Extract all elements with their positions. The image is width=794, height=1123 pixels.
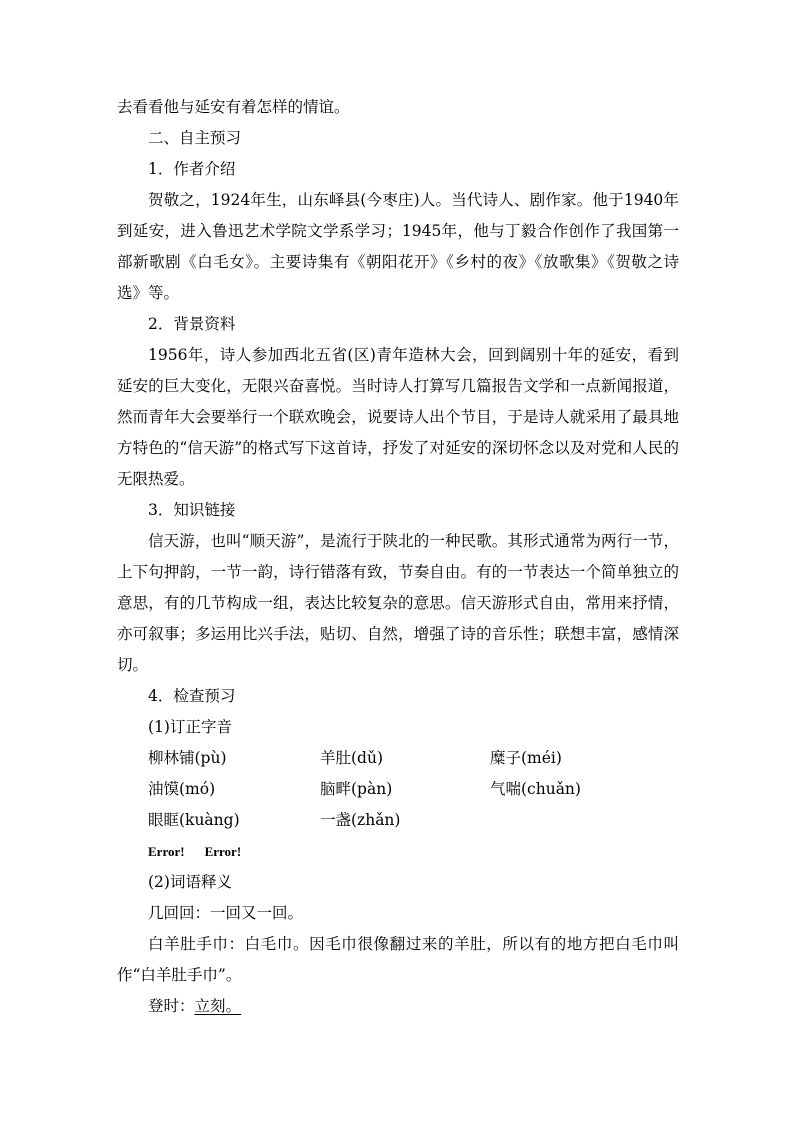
vocab-definition: 一回又一回。	[210, 904, 304, 922]
vocab-term: 几回回：	[148, 904, 211, 922]
vocab-item	[117, 991, 679, 1022]
error-marker: Error!	[204, 844, 242, 859]
pronunciation-item: 柳林铺(pù)	[148, 749, 227, 767]
pronunciation-heading: (1)订正字音	[148, 718, 232, 736]
pronunciation-item: 一盏(zhǎn)	[320, 811, 401, 829]
pronunciation-item: 眼眶(kuàng)	[148, 811, 240, 829]
check-heading: 4．检查预习	[148, 687, 236, 705]
vocab-heading: (2)词语释义	[148, 873, 232, 891]
author-heading: 1．作者介绍	[148, 160, 236, 178]
intro-tail: 去看看他与延安有着怎样的情谊。	[117, 98, 350, 116]
document-page	[117, 92, 679, 1022]
pronunciation-item: 糜子(méi)	[490, 749, 562, 767]
section-heading: 二、自主预习	[148, 129, 242, 147]
knowledge-heading: 3．知识链接	[148, 501, 236, 519]
background-heading: 2．背景资料	[148, 315, 236, 333]
vocab-term: 登时：	[148, 997, 195, 1015]
pronunciation-item: 脑畔(pàn)	[320, 780, 393, 798]
background-paragraph: 1956年，诗人参加西北五省(区)青年造林大会，回到阔别十年的延安，看到延安的巨大变化，无限兴奋喜悦。当时诗人打算写几篇报告文学和一点新闻报道，然而青年大会要举行一个联欢晚会，说要诗人出个节目，于是诗人就采用了最具地方特色的“信天游”的格式写下这首诗，抒发了对延安的深切怀念以及对党和人民的无限热爱。	[117, 346, 679, 488]
vocab-definition: 白毛巾。因毛巾很像翻过来的羊肚，所以有的地方把白毛巾叫作“白羊肚手巾”。	[117, 935, 679, 984]
pronunciation-grid	[117, 743, 679, 836]
vocab-definition: 立刻。	[194, 997, 242, 1015]
vocab-term: 白羊肚手巾：	[148, 935, 245, 953]
knowledge-paragraph: 信天游，也叫“顺天游”，是流行于陕北的一种民歌。其形式通常为两行一节，上下句押韵，一节一韵，诗行错落有致，节奏自由。有的一节表达一个简单独立的意思，有的几节构成一组，表达比较复杂的意思。信天游形式自由，常用来抒情，亦可叙事；多运用比兴手法，贴切、自然，增强了诗的音乐性；联想丰富，感情深切。	[117, 532, 679, 674]
pronunciation-item: 油馍(mó)	[148, 780, 216, 798]
error-markers	[117, 836, 679, 867]
author-paragraph: 贺敬之，1924年生，山东峄县(今枣庄)人。当代诗人、剧作家。他于1940年到延安，进入鲁迅艺术学院文学系学习；1945年，他与丁毅合作创作了我国第一部新歌剧《白毛女》。主要诗集有《朝阳花开》《乡村的夜》《放歌集》《贺敬之诗选》等。	[117, 191, 679, 302]
error-marker: Error!	[148, 844, 185, 859]
pronunciation-item: 羊肚(dǔ)	[320, 749, 383, 767]
vocab-item	[117, 929, 679, 991]
vocab-item	[117, 898, 679, 929]
pronunciation-item: 气喘(chuǎn)	[490, 780, 581, 798]
